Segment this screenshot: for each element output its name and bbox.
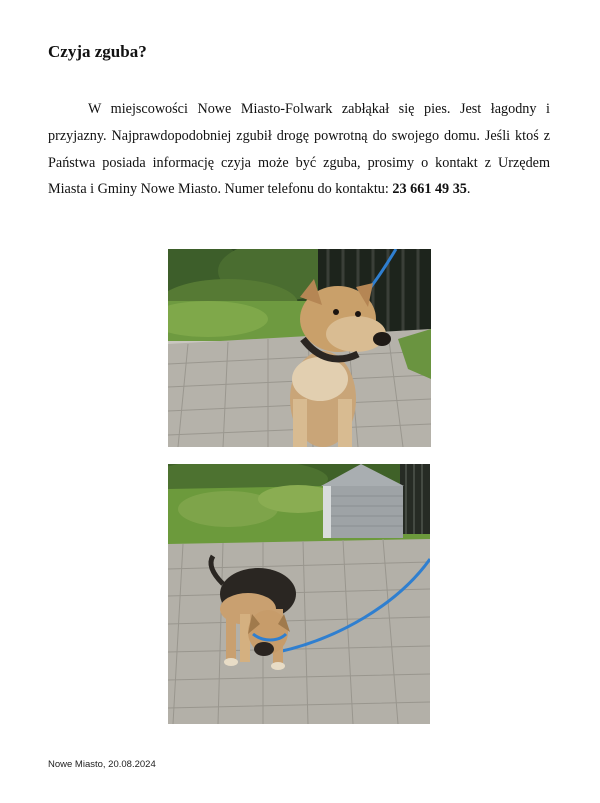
dog-photo-side (168, 464, 430, 724)
notice-paragraph (48, 96, 550, 203)
page-title: Czyja zguba? (48, 42, 147, 61)
notice-text: W miejscowości Nowe Miasto-Folwark zabłąkał się pies. Jest łagodny i przyjazny. Najprawdopodobniej zgubił drogę powrotną do swojego domu. Jeśli ktoś z Państwa posiada informację czyja może być zguba, prosimy o kontakt z Urzędem Miasta i Gminy Nowe Miasto. Numer telefonu do kontaktu: (48, 101, 550, 198)
dog-photo-front (168, 249, 431, 447)
contact-phone: 23 661 49 35 (392, 181, 467, 198)
footer-place-date: Nowe Miasto, 20.08.2024 (48, 759, 156, 770)
dog-photo-front-image (168, 249, 431, 447)
dog-photo-side-image (168, 464, 430, 724)
notice-period: . (466, 181, 471, 198)
